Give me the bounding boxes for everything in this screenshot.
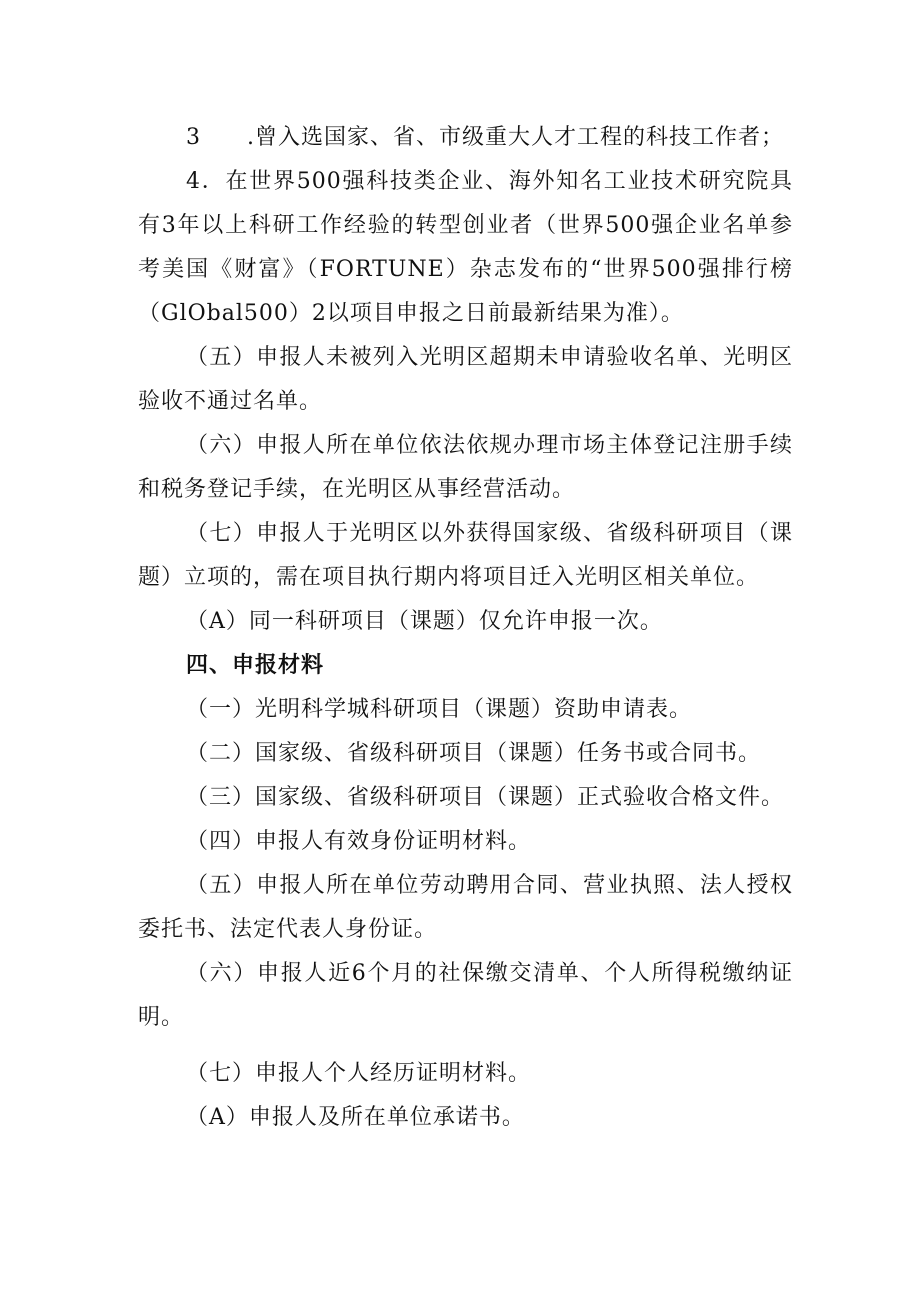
material-item: （七）申报人个人经历证明材料。 [186, 1061, 532, 1086]
paragraph-condition-3: 3 .曾入选国家、省、市级重大人才工程的科技工作者； [186, 125, 784, 150]
paragraph-condition-six: （六）申报人所在单位依法依规办理市场主体登记注册手续和税务登记手续，在光明区从事经营活动。 [138, 433, 793, 502]
section-heading-materials: 四、申报材料 [186, 653, 325, 678]
material-item: （五）申报人所在单位劳动聘用合同、营业执照、法人授权委托书、法定代表人身份证。 [138, 873, 793, 942]
paragraph-condition-4: 4．在世界500强科技类企业、海外知名工业技术研究院具有3年以上科研工作经验的转型创业者（世界500强企业名单参考美国《财富》（FORTUNE）杂志发布的“世界500强排行榜（GlObal500）2以项目申报之日前最新结果为准）。 [138, 169, 793, 326]
paragraph-condition-five: （五）申报人未被列入光明区超期未申请验收名单、光明区验收不通过名单。 [138, 345, 793, 414]
material-item: （六）申报人近6个月的社保缴交清单、个人所得税缴纳证明。 [138, 961, 793, 1030]
material-item: （四）申报人有效身份证明材料。 [186, 829, 532, 854]
document-page [138, 116, 793, 1140]
material-item: （二）国家级、省级科研项目（课题）任务书或合同书。 [186, 741, 762, 766]
paragraph-condition-seven: （七）申报人于光明区以外获得国家级、省级科研项目（课题）立项的，需在项目执行期内将项目迁入光明区相关单位。 [138, 521, 793, 590]
material-item: （A）申报人及所在单位承诺书。 [186, 1105, 525, 1130]
material-item: （三）国家级、省级科研项目（课题）正式验收合格文件。 [186, 785, 785, 810]
material-item: （一）光明科学城科研项目（课题）资助申请表。 [186, 697, 693, 722]
paragraph-condition-eight: （A）同一科研项目（课题）仅允许申报一次。 [186, 609, 663, 634]
